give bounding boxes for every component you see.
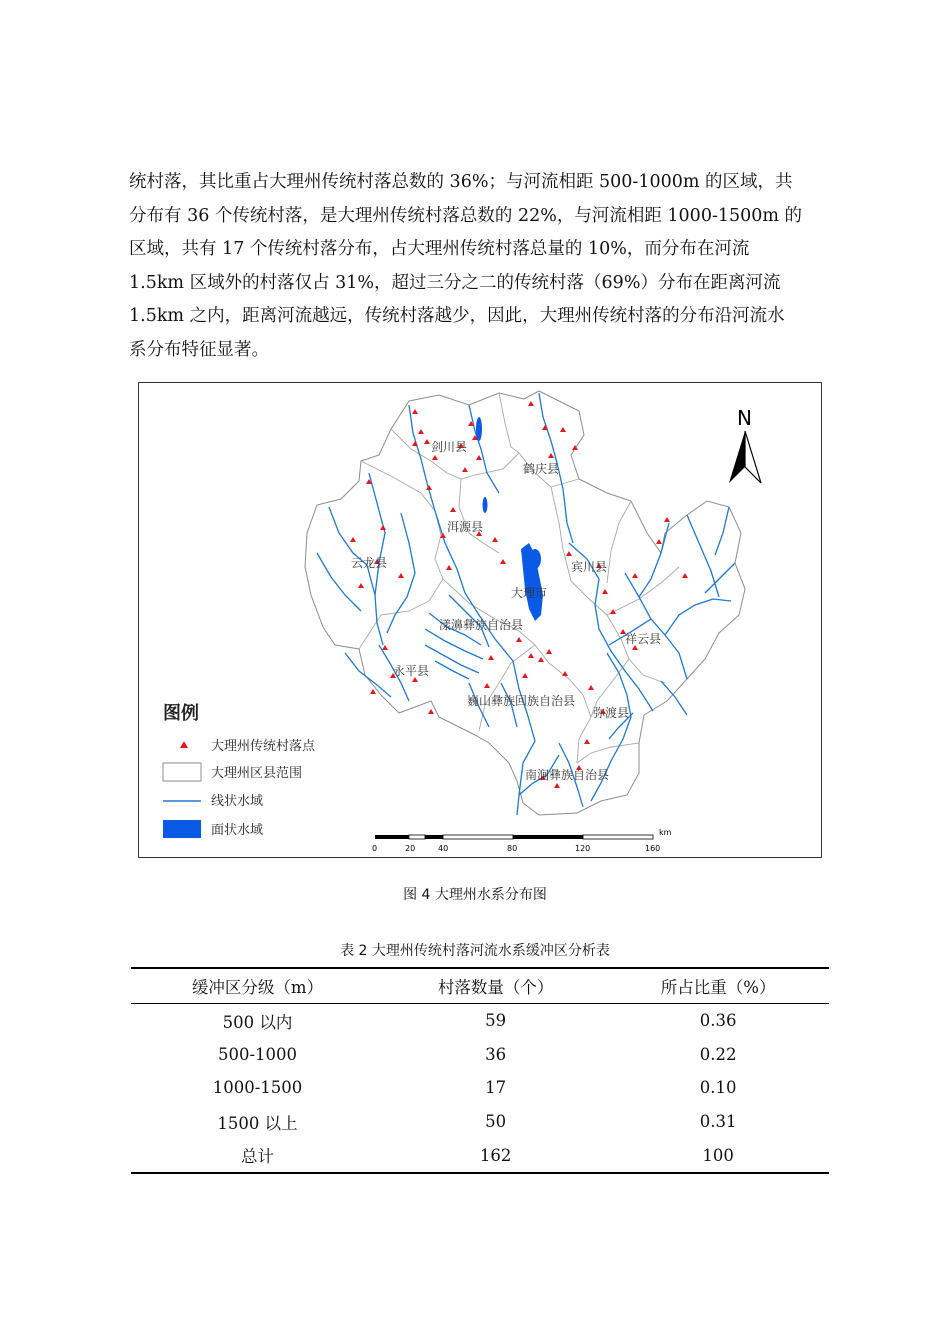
table-cell: 500-1000 <box>217 1044 298 1064</box>
legend-item: 线状水域 <box>211 794 264 809</box>
paragraph-line: 区域，共有 17 个传统村落分布，占大理州传统村落总量的 10%，而分布在河流 <box>129 239 750 260</box>
prefecture-boundary <box>305 391 745 815</box>
column-header: 所占比重（%） <box>607 968 829 1004</box>
scale-tick: 160 <box>645 844 661 853</box>
body-paragraph <box>129 166 829 368</box>
table-cell: 162 <box>384 1138 607 1173</box>
legend-title: 图例 <box>163 703 199 724</box>
scale-tick: 0 <box>372 844 378 853</box>
map-canvas <box>139 383 821 857</box>
table-cell: 500 以内 <box>222 1012 293 1032</box>
table-row <box>131 1105 829 1139</box>
table-row <box>131 1038 829 1072</box>
scale-tick: 40 <box>438 844 449 853</box>
table-cell: 总计 <box>131 1138 384 1173</box>
table-caption: 表 2 大理州传统村落河流水系缓冲区分析表 <box>340 943 610 959</box>
buffer-analysis-table <box>131 967 829 1174</box>
county-label: 剑川县 <box>431 440 468 454</box>
paragraph-line: 统村落，其比重占大理州传统村落总数的 36%；与河流相距 500-1000m 的区域，共 <box>129 172 793 192</box>
paragraph-line: 1.5km 区域外的村落仅占 31%，超过三分之二的传统村落（69%）分布在距离河流 <box>129 272 781 293</box>
table-row <box>131 1004 829 1038</box>
county-label: 南涧彝族自治县 <box>525 768 610 782</box>
legend-item: 大理州传统村落点 <box>211 739 316 754</box>
table-cell: 36 <box>485 1044 507 1064</box>
county-label: 祥云县 <box>625 632 662 646</box>
legend-lake-symbol <box>163 820 201 838</box>
table-cell: 0.10 <box>699 1078 737 1098</box>
legend-item: 面状水域 <box>211 823 264 838</box>
column-header: 缓冲区分级（m） <box>131 968 384 1004</box>
scale-tick: 120 <box>575 844 591 853</box>
legend-boundary-symbol <box>163 763 201 781</box>
table-header-row <box>131 968 829 1004</box>
table-cell: 59 <box>485 1011 507 1031</box>
paragraph-line: 分布有 36 个传统村落，是大理州传统村落总数的 22%，与河流相距 1000-1500m 的 <box>129 205 803 226</box>
county-label: 云龙县 <box>351 556 388 570</box>
figure-caption: 图 4 大理州水系分布图 <box>403 887 547 903</box>
table-total-row <box>131 1138 829 1173</box>
table-cell: 0.36 <box>699 1011 737 1031</box>
county-label: 巍山彝族回族自治县 <box>467 694 576 708</box>
county-label: 大理市 <box>511 586 548 600</box>
county-label: 鹤庆县 <box>523 462 560 476</box>
table-cell: 0.22 <box>699 1044 737 1064</box>
north-arrow <box>729 406 761 483</box>
county-label: 永平县 <box>393 664 430 678</box>
paragraph-line: 系分布特征显著。 <box>129 339 269 360</box>
table-cell: 0.31 <box>699 1112 737 1132</box>
county-label: 弥渡县 <box>593 706 630 720</box>
north-label: N <box>737 406 752 430</box>
table-cell: 50 <box>485 1112 507 1132</box>
table-cell: 100 <box>607 1138 829 1173</box>
table-cell: 1500 以上 <box>217 1113 298 1133</box>
map-legend <box>163 702 316 838</box>
county-label: 宾川县 <box>571 560 608 574</box>
table-cell: 17 <box>485 1078 507 1098</box>
scale-tick: 20 <box>405 844 416 853</box>
scale-unit: km <box>659 828 672 837</box>
column-header: 村落数量（个） <box>384 968 607 1004</box>
legend-item: 大理州区县范围 <box>211 766 303 781</box>
scale-bar <box>372 828 672 853</box>
county-label: 洱源县 <box>447 520 484 534</box>
table-cell: 1000-1500 <box>212 1078 303 1098</box>
legend-village-symbol <box>180 741 188 748</box>
water-system-map <box>138 382 822 858</box>
county-label: 漾濞彝族自治县 <box>439 618 524 632</box>
scale-tick: 80 <box>507 844 518 853</box>
paragraph-line: 1.5km 之内，距离河流越远，传统村落越少，因此，大理州传统村落的分布沿河流水 <box>129 306 785 327</box>
table-row <box>131 1071 829 1105</box>
